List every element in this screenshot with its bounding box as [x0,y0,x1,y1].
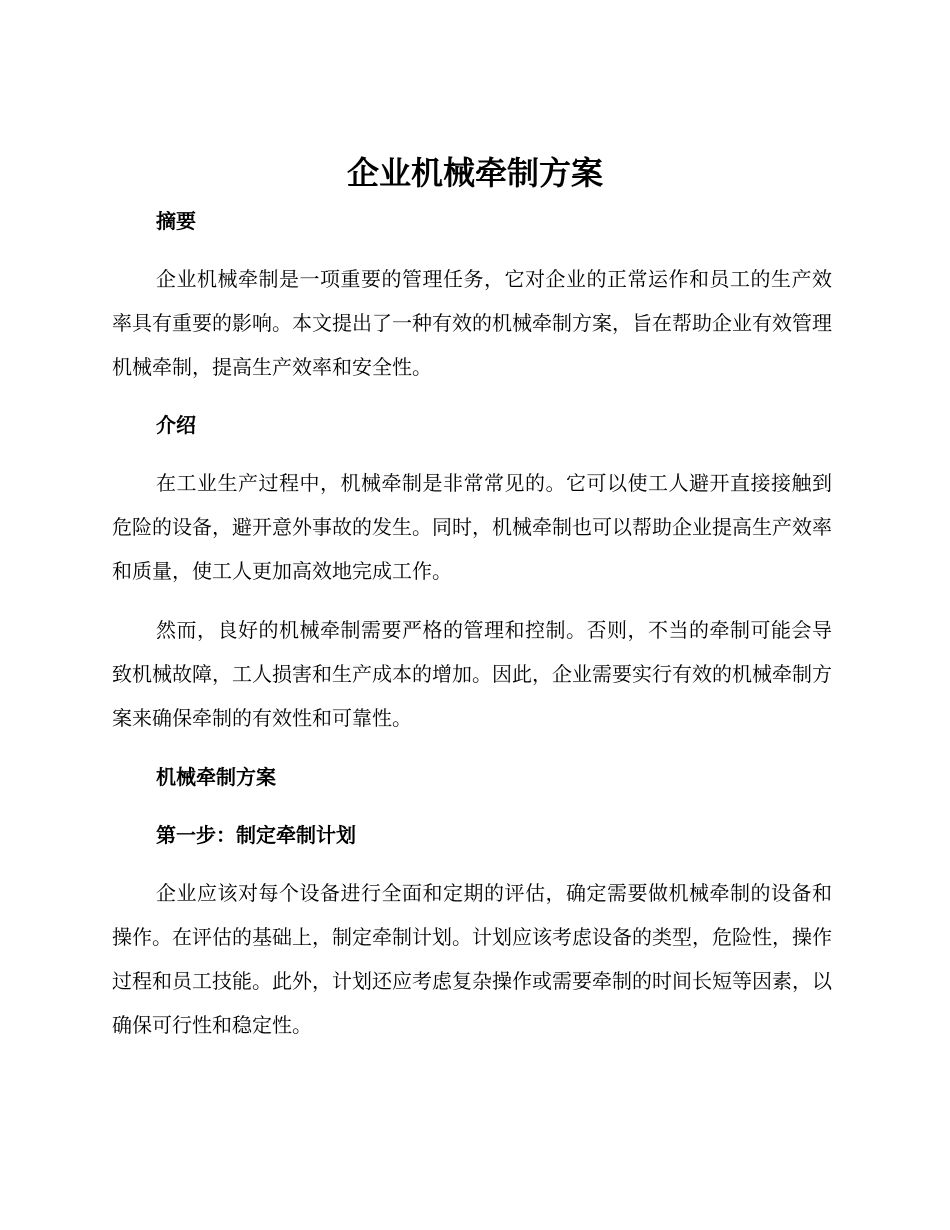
introduction-paragraph-1: 在工业生产过程中，机械牵制是非常常见的。它可以使工人避开直接接触到危险的设备，避开意外事故的发生。同时，机械牵制也可以帮助企业提高生产效率和质量，使工人更加高效地完成工作。 [112,471,832,583]
introduction-paragraph-2: 然而，良好的机械牵制需要严格的管理和控制。否则，不当的牵制可能会导致机械故障，工人损害和生产成本的增加。因此，企业需要实行有效的机械牵制方案来确保牵制的有效性和可靠性。 [112,618,832,730]
section-heading-step-one: 第一步：制定牵制计划 [156,823,356,847]
section-heading-scheme: 机械牵制方案 [156,765,276,789]
section-heading-introduction: 介绍 [156,413,196,437]
section-heading-abstract: 摘要 [156,209,196,233]
document-title: 企业机械牵制方案 [346,154,603,192]
abstract-paragraph: 企业机械牵制是一项重要的管理任务，它对企业的正常运作和员工的生产效率具有重要的影响。本文提出了一种有效的机械牵制方案，旨在帮助企业有效管理机械牵制，提高生产效率和安全性。 [112,267,832,379]
step-one-paragraph: 企业应该对每个设备进行全面和定期的评估，确定需要做机械牵制的设备和操作。在评估的基础上，制定牵制计划。计划应该考虑设备的类型，危险性，操作过程和员工技能。此外，计划还应考虑复杂操作或需要牵制的时间长短等因素，以确保可行性和稳定性。 [112,881,832,1037]
